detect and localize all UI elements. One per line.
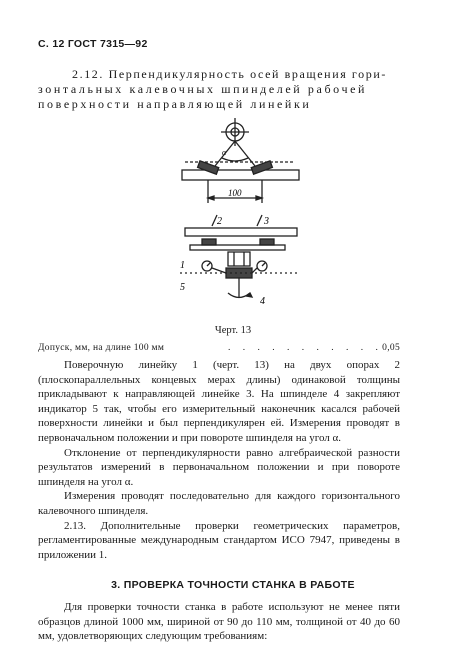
- tolerance-value: 0,05: [382, 343, 400, 353]
- paragraph: 2.13. Дополнительные проверки геометрических параметров, регламентированные международным стандартом ИСО 7947, приведены в приложении 1.: [38, 519, 400, 561]
- gauge-block-left: [202, 239, 216, 245]
- chapter-title: 3. ПРОВЕРКА ТОЧНОСТИ СТАНКА В РАБОТЕ: [111, 579, 355, 591]
- angle-label: α: [222, 148, 227, 157]
- paragraph: Измерения проводят последовательно для каждого горизонтального калевочного шпинделя.: [38, 490, 400, 517]
- gauge-block-right: [260, 239, 274, 245]
- heading-line-2: зонтальных калевочных шпинделей рабочей поверхности направляющей линейки: [38, 82, 368, 111]
- body-text: [38, 358, 400, 562]
- callout-1: 1: [180, 260, 185, 271]
- figure-caption: Черт. 13: [214, 325, 252, 336]
- spindle-head: [226, 268, 252, 278]
- technical-drawing: [160, 118, 310, 318]
- heading-line-1: 2.12. Перпендикулярность осей вращения гори-: [72, 67, 387, 81]
- paragraph: Для проверки точности станка в работе используют не менее пяти образцов длиной 1000 мм, шириной от 90 до 110 мм, толщиной от 40 до 60 мм, удовлетворяющих следующим требованиям:: [38, 601, 400, 643]
- guide-rail: [185, 228, 297, 236]
- callout-3: 3: [264, 216, 269, 227]
- straightedge: [190, 245, 285, 250]
- callout-4: 4: [260, 296, 265, 307]
- paragraph: Поверочную линейку 1 (черт. 13) на двух опорах 2 (плоскопараллельных концевых мерах длины) одинаковой толщины прикладывают к направляющей линейке 3. На шпинделе 4 закрепляют индикатор 5 так, чтобы его измерительный наконечник касался рабочей поверхности линейки и был перпендикулярен ей. Измерения проводят в первоначальном положении и при повороте шпинделя на угол α.: [38, 359, 400, 444]
- indicator-right: [251, 161, 272, 174]
- leader-dots: . . . . . . . . . . .: [228, 343, 383, 353]
- guide-rail-top: [182, 170, 299, 180]
- tolerance-label: Допуск, мм, на длине 100 мм: [38, 343, 165, 353]
- tolerance-line: [38, 343, 400, 353]
- dimension-label: 100: [228, 188, 242, 198]
- page-header: С. 12 ГОСТ 7315—92: [38, 38, 148, 50]
- spindle-body: [228, 252, 250, 266]
- indicator-left: [198, 161, 219, 174]
- body-text-2: [38, 600, 400, 644]
- paragraph: Отклонение от перпендикулярности равно алгебраической разности результатов измерений в первоначальном положении и при повороте шпинделя на угол α.: [38, 446, 400, 488]
- section-heading: [38, 67, 432, 112]
- front-view: [180, 215, 300, 298]
- callout-5: 5: [180, 282, 185, 293]
- callout-2: 2: [217, 216, 222, 227]
